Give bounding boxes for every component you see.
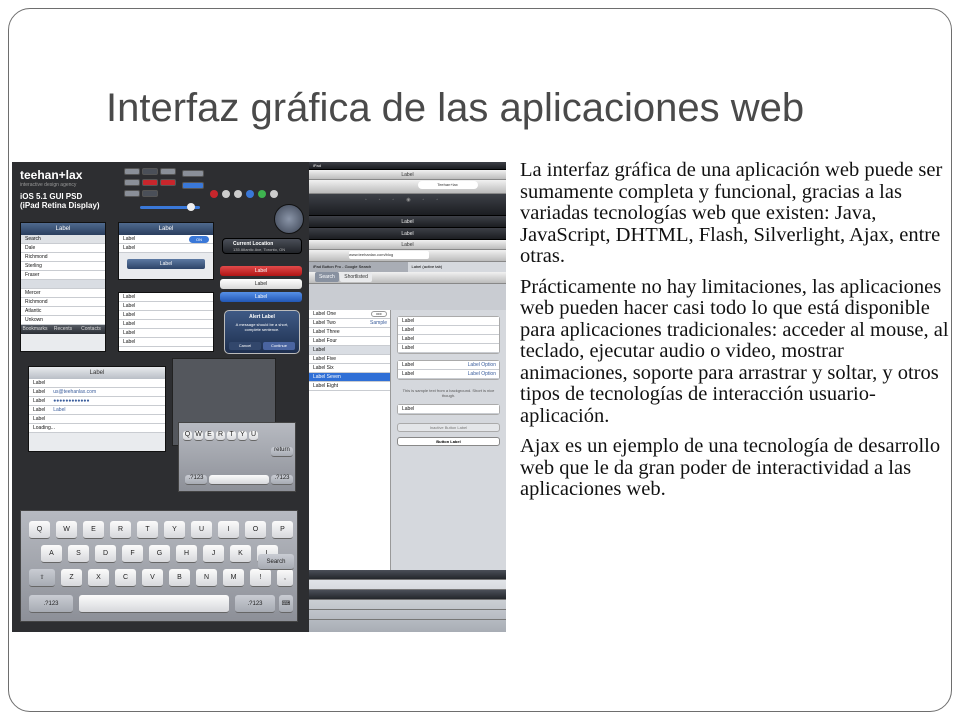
- master-row[interactable]: Label Eight: [309, 382, 390, 391]
- list-item[interactable]: Label: [119, 320, 213, 329]
- tab-recents[interactable]: Recents: [49, 325, 77, 334]
- numbers-key[interactable]: .?123: [235, 595, 275, 613]
- loading-row: Loading...: [29, 424, 165, 433]
- form-panel: [28, 366, 166, 452]
- location-subtitle: 135 Atlantic Ave, Toronto, ON: [233, 247, 286, 252]
- panel-button[interactable]: Label: [127, 259, 205, 269]
- sample-value: Sample: [370, 320, 387, 326]
- list-item[interactable]: Label: [119, 311, 213, 320]
- key-comma[interactable]: ,: [277, 569, 293, 587]
- nav-bar: Label: [309, 240, 506, 250]
- shift-key[interactable]: ⇧: [29, 569, 55, 587]
- key-s[interactable]: S: [68, 545, 89, 563]
- red-dot-icon: [210, 190, 218, 198]
- ipad-mockup: [309, 162, 506, 632]
- dark-toolbar: [309, 570, 506, 580]
- key[interactable]: Y: [238, 431, 247, 441]
- paragraph-3: Ajax es un ejemplo de una tecnología de desarrollo web que le da gran poder de interactividad a las aplicaciones web.: [520, 435, 941, 500]
- form-field-label: Label: [29, 379, 165, 388]
- master-row[interactable]: Label Six: [309, 364, 390, 373]
- tiny-button: [142, 168, 158, 175]
- key[interactable]: Q: [183, 431, 192, 441]
- list-item[interactable]: Unkown: [21, 316, 105, 325]
- small-keyboard: [178, 422, 296, 492]
- key-v[interactable]: V: [142, 569, 163, 587]
- search-key[interactable]: Search: [258, 554, 294, 570]
- key[interactable]: W: [194, 431, 203, 441]
- light-toolbar: [309, 600, 506, 610]
- detail-row[interactable]: [398, 370, 499, 379]
- segment-search[interactable]: Search: [315, 272, 339, 282]
- location-callout: [222, 238, 302, 254]
- status-bar: iPad: [309, 162, 506, 170]
- brand-subtitle: interactive design agency: [20, 182, 77, 188]
- large-keyboard: [20, 510, 298, 622]
- compass-icon: [274, 204, 304, 234]
- key-z[interactable]: Z: [61, 569, 82, 587]
- detail-group: [397, 316, 500, 354]
- master-list: [309, 310, 391, 570]
- list-item[interactable]: Atlantic: [21, 307, 105, 316]
- key-i[interactable]: I: [218, 521, 239, 539]
- detail-group: [397, 360, 500, 380]
- key-m[interactable]: M: [223, 569, 244, 587]
- detail-row-label: Label: [402, 362, 415, 368]
- key-t[interactable]: T: [137, 521, 158, 539]
- switch-panel: [118, 222, 214, 280]
- alert-title: Alert Label: [249, 314, 275, 320]
- action-button[interactable]: Button Label: [397, 437, 500, 446]
- grey-dot-icon: [222, 190, 230, 198]
- brand-logo: teehan+lax: [20, 168, 83, 182]
- key-g[interactable]: G: [149, 545, 170, 563]
- dark-bar: Label: [309, 228, 506, 240]
- segment-shortlisted[interactable]: Shortlisted: [340, 272, 372, 282]
- paragraph-1: La interfaz gráfica de una aplicación web puede ser sumamente completa y funcional, gracias a las variadas tecnologías web que existen: Java, JavaScript, DHTML, Flash, Silverlight, Ajax, entre otras.: [520, 159, 943, 267]
- list-item[interactable]: [21, 280, 105, 289]
- list-item[interactable]: Sterling: [21, 262, 105, 271]
- alert-dialog: [224, 310, 300, 354]
- key-k[interactable]: K: [230, 545, 251, 563]
- key-d[interactable]: D: [95, 545, 116, 563]
- tiny-button: [124, 168, 140, 175]
- list-item[interactable]: Fraser: [21, 271, 105, 280]
- detail-pane: [391, 310, 506, 570]
- off-switch[interactable]: OFF: [371, 311, 387, 317]
- key[interactable]: R: [216, 431, 225, 441]
- key-n[interactable]: N: [196, 569, 217, 587]
- password-field[interactable]: ●●●●●●●●●●●●: [53, 398, 90, 404]
- check-row[interactable]: Label: [119, 244, 213, 253]
- key-e[interactable]: E: [83, 521, 104, 539]
- alert-message: A message should be a short, complete sentence.: [235, 322, 289, 332]
- list-item[interactable]: Richmond: [21, 253, 105, 262]
- list-item[interactable]: Mercer: [21, 289, 105, 298]
- option-value: Label Option: [467, 371, 496, 377]
- location-title: Current Location: [233, 241, 274, 247]
- form-field-label: Label: [33, 389, 46, 395]
- master-row-label: Label Two: [313, 320, 336, 326]
- form-field-label: Label: [29, 415, 165, 424]
- tiny-switch: [182, 182, 204, 189]
- grey-dot-icon: [234, 190, 242, 198]
- paragraph-2: Prácticamente no hay limitaciones, las aplicaciones web pueden hacer casi todo lo que está disponible para aplicaciones tradicionales: acceder al mouse, al teclado, ejecutar audio o video, mostrar animaciones, soporte para arrastrar y soltar, y otros tipos de tecnologías de interacción usuario-aplicación.: [520, 275, 949, 427]
- detail-note: This is sample text from a background. Short is nice though.: [402, 388, 495, 398]
- tiny-button: [160, 179, 176, 186]
- key-x[interactable]: X: [88, 569, 109, 587]
- light-toolbar: [309, 610, 506, 620]
- key-f[interactable]: F: [122, 545, 143, 563]
- toolbar-search-input[interactable]: Teehan+lax: [418, 181, 478, 189]
- detail-row[interactable]: Label: [398, 405, 499, 414]
- alert-continue-button[interactable]: Continue: [263, 342, 295, 350]
- form-field[interactable]: [29, 388, 165, 397]
- browser-tabs: [309, 262, 506, 272]
- detail-row[interactable]: Label: [398, 317, 499, 326]
- blue-dot-icon: [246, 190, 254, 198]
- list-item[interactable]: Dale: [21, 244, 105, 253]
- key[interactable]: U: [249, 431, 258, 441]
- icon-tab-bar: [309, 194, 506, 216]
- list-panel: [20, 222, 106, 352]
- list-panel-header: Label: [21, 223, 105, 235]
- key-b[interactable]: B: [169, 569, 190, 587]
- bottom-toolbars: [309, 570, 506, 632]
- search-toolbar: [309, 180, 506, 194]
- light-toolbar: [309, 580, 506, 590]
- key-c[interactable]: C: [115, 569, 136, 587]
- master-row[interactable]: Label Three: [309, 328, 390, 337]
- switch-panel-header: Label: [119, 223, 213, 235]
- key-p[interactable]: P: [272, 521, 293, 539]
- tiny-button: [124, 179, 140, 186]
- on-switch[interactable]: ON: [189, 236, 209, 243]
- form-field-value: Label: [53, 407, 66, 413]
- slide-body: [520, 160, 952, 510]
- key-j[interactable]: J: [203, 545, 224, 563]
- red-button[interactable]: Label: [220, 266, 302, 276]
- psd-title: iOS 5.1 GUI PSD (iPad Retina Display): [20, 192, 100, 210]
- tab-icons[interactable]: ◦◦◦◉◦◦: [364, 197, 451, 203]
- browser-tab[interactable]: iPad Button Pro - Google Search: [313, 264, 372, 269]
- form-field-label: Label: [33, 398, 46, 404]
- list-item[interactable]: Label: [119, 293, 213, 302]
- dark-toolbar: [309, 590, 506, 600]
- segmented-toolbar: [309, 272, 506, 284]
- url-bar: [309, 250, 506, 262]
- plain-list-panel: [118, 292, 214, 352]
- form-field[interactable]: [29, 406, 165, 415]
- numbers-key[interactable]: .?123: [185, 475, 207, 485]
- form-field-label: Label: [33, 407, 46, 413]
- master-row[interactable]: Label Four: [309, 337, 390, 346]
- key-q[interactable]: Q: [29, 521, 50, 539]
- tiny-switch: [182, 170, 204, 177]
- list-item[interactable]: Label: [119, 329, 213, 338]
- key-o[interactable]: O: [245, 521, 266, 539]
- switch-row-label: Label: [123, 236, 136, 242]
- master-row-selected[interactable]: Label Seven: [309, 373, 390, 382]
- slide-title: Interfaz gráfica de las aplicaciones web: [106, 86, 805, 130]
- key[interactable]: T: [227, 431, 236, 441]
- detail-row[interactable]: Label: [398, 335, 499, 344]
- inactive-button: Inactive Button Label: [397, 423, 500, 432]
- nav-bar: Label: [309, 170, 506, 180]
- email-field[interactable]: us@teehanlax.com: [53, 389, 97, 395]
- detail-group: [397, 404, 500, 415]
- tiny-button: [124, 190, 140, 197]
- list-item[interactable]: Label: [119, 302, 213, 311]
- tiny-button: [142, 190, 158, 197]
- ios-gui-screenshot: [12, 162, 506, 632]
- dark-bar: Label: [309, 216, 506, 228]
- numbers-key[interactable]: .?123: [29, 595, 73, 613]
- key-r[interactable]: R: [110, 521, 131, 539]
- key-u[interactable]: U: [191, 521, 212, 539]
- browser-tab-active[interactable]: Label (active tab): [408, 262, 507, 272]
- key-a[interactable]: A: [41, 545, 62, 563]
- grey-dot-icon: [270, 190, 278, 198]
- space-key[interactable]: [209, 475, 269, 485]
- space-key[interactable]: [79, 595, 229, 613]
- list-item[interactable]: Label: [119, 338, 213, 347]
- blue-button[interactable]: Label: [220, 292, 302, 302]
- key[interactable]: E: [205, 431, 214, 441]
- url-input[interactable]: www.teehanlax.com/blog: [349, 251, 429, 259]
- master-row[interactable]: [309, 319, 390, 328]
- search-input[interactable]: Search: [21, 235, 105, 244]
- option-value: Label Option: [467, 362, 496, 368]
- master-row[interactable]: Label Five: [309, 355, 390, 364]
- slider-knob: [187, 203, 195, 211]
- white-button[interactable]: Label: [220, 279, 302, 289]
- return-key[interactable]: return: [271, 447, 293, 457]
- detail-row[interactable]: Label: [398, 326, 499, 335]
- key-exclamation[interactable]: !: [250, 569, 271, 587]
- tiny-button: [142, 179, 158, 186]
- master-row[interactable]: [309, 310, 390, 319]
- list-item[interactable]: Richmond: [21, 298, 105, 307]
- form-field[interactable]: [29, 397, 165, 406]
- form-header: Label: [29, 367, 165, 379]
- detail-row-label: Label: [402, 371, 415, 377]
- master-row[interactable]: Label: [309, 346, 390, 355]
- key-h[interactable]: H: [176, 545, 197, 563]
- tiny-button: [160, 168, 176, 175]
- switch-row: [119, 235, 213, 244]
- green-dot-icon: [258, 190, 266, 198]
- master-row-label: Label One: [313, 311, 337, 317]
- keyboard-dismiss-icon[interactable]: ⌨: [279, 595, 293, 613]
- tab-contacts[interactable]: Contacts: [77, 325, 105, 334]
- key-y[interactable]: Y: [164, 521, 185, 539]
- detail-row[interactable]: Label: [398, 344, 499, 353]
- numbers-key[interactable]: .?123: [271, 475, 293, 485]
- tab-bookmarks[interactable]: Bookmarks: [22, 326, 48, 332]
- key-w[interactable]: W: [56, 521, 77, 539]
- alert-cancel-button[interactable]: Cancel: [229, 342, 261, 350]
- detail-row[interactable]: [398, 361, 499, 370]
